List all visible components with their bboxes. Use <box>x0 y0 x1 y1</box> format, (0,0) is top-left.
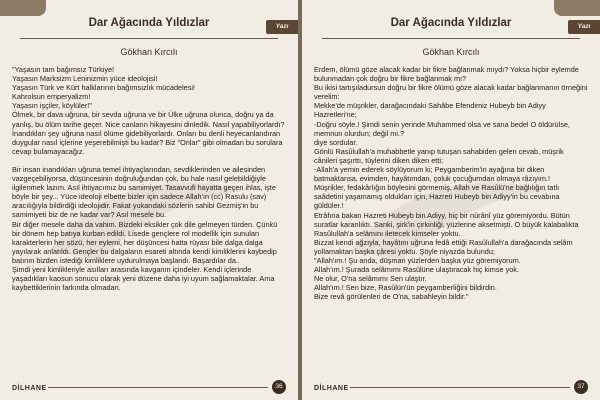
footer-divider <box>48 387 268 388</box>
author-name: Gökhan Kırcılı <box>120 47 178 57</box>
paragraph: Yaşasın Türk ve Kürt halklarının bağımsızlık mücadelesi! <box>12 83 196 93</box>
paragraph: Allah'ım.! Sen bize, Rasûlün'ün peygamberliğini bildirdin. <box>314 283 497 293</box>
paragraph: Şimdi yeni kimlikleriyle asılları arasında kavganın içindeler. Kendi içlerinde yaşadıkları kaosun sonucu olarak yeni düzene daha iyi uyum sağlamaktalar. Ama kaybettiklerinin farkında olmadan. <box>12 264 275 293</box>
paragraph: "Yaşasın tam bağımsız Türkiye! <box>12 65 115 74</box>
page-header <box>302 0 600 44</box>
left-page <box>0 0 298 400</box>
paragraph: Bir diğer mesele daha da vahim. Bizdeki eksikler çok dile gelmeyen türden. Çünkü bir dönem hep batıya kurban edildi. Lisede gençlere rol modellik için sunulan karakterlerin her sözü, her eylemi, her düşüncesi hatta rüyası bile dalga dalga yayılarak anlatıldı. Gençler bu dalgaların esareti altında kendi kimliklerini kaybedip batının bizden istediği kimliklere uydurulmaya başlandı. Başardılar da.. <box>12 219 278 265</box>
paragraph: Ölmek, bir dava uğruna, bir sevda uğruna ve bir Ülke uğruna olunca, doğru ya da yanlış, bu ölüm tarihe geçer. Nice canların hikayesini dinledik. Nasıl yapabiliyorlardı? İnandıkları şey uğruna nasıl ölüme gidebiliyorlardı. Onları bu denli heyecanlandıran duygular nasıl içlerine yeşerebilmişti bu kadar? Biz "Onlar" gibi olmadan bu sorulara cevap bulamayacağız. <box>12 110 285 156</box>
article-body <box>12 65 286 366</box>
magazine-brand: DİLHANE <box>314 385 349 392</box>
page-footer <box>0 374 298 400</box>
footer-divider <box>350 387 570 388</box>
paragraph: Bir insan inandıkları uğruna temel ihtiyaçlarından, sevdiklerinden ve ailesinden vazgeçebiliyorsa, düşüncesinin doğruluğundan çok, bu hale nasıl gelebildiğiyle ilgilenmek lazım. Asıl ihtiyacımız bu samimiyet. Tasavvufi hayatta geçen ihlas, işte böyle bir şey... Yüce ideoloji elbette bizler için sadece Allah'ın (cc) Rasulu (sav) aracılığıyla bildirdiği ideolojidir. Fakat yukarıdaki sözlerin sahibi Gezmiş'in bu samimiyeti biz de ne kadar var? Asıl mesele bu. <box>12 164 276 220</box>
article-body <box>314 65 588 366</box>
paragraph: diye sordular. <box>314 137 358 147</box>
page-title: Dar Ağacında Yıldızlar <box>88 17 210 29</box>
paragraph: Müşrikler, fedakârlığın böylesini görmemiş, Allah ve Rasûlü'ne bağlılığın tatlı saâdetini yaşamamış oldukları için, Hazreti Hubeyb bin Adiyy'in bu cevabına güldüler.! <box>314 183 560 211</box>
paragraph: "Allah'ım.! Şu anda, düşman yüzlerden başka yüz göremiyorum. <box>314 255 521 265</box>
paragraph: Bizzat kendi ağzıyla, hayâtını uğruna fedâ ettiği Rasûlullah'a darağacında selâm yollamaktan başka çâresi yoktu. Şöyle niyazda bulundu; <box>314 237 573 256</box>
page-footer <box>302 374 600 400</box>
paragraph: Erdem, ölümü göze alacak kadar bir fikre bağlanmak mıydı? Yoksa hiçbir eylemde bulunmadan çok doğru bir fikre bağlanmak mı? <box>314 65 579 84</box>
header-divider <box>322 38 580 39</box>
page-title: Dar Ağacında Yıldızlar <box>390 17 512 29</box>
header-divider <box>20 38 278 39</box>
paragraph: -Doğru söyle.! Şimdi senin yerinde Muhammed olsa ve sana bedel O öldürülse, memnun olurdun; değil mi.? <box>314 119 570 138</box>
paragraph-gap <box>12 156 286 165</box>
paragraph: Bu ikisi tartışıladursun doğru bir fikre ölümü göze alacak kadar bağlanmanın örneğini verelim: <box>314 83 588 102</box>
section-tab: Yazı <box>568 20 600 34</box>
paragraph: Etrâfına bakan Hazreti Hubeyb bin Adiyy, hiç bir nûrânî yüz göremiyordu. Bütün suratlar karanlıktı. Sanki, şirk'in çirkinliği, yüzlerine aksetmişti. O büyük kalabalıkta Rasûlullah'a selâmını iletecek kimseler yoktu. <box>314 210 579 238</box>
paragraph: Bize revâ görülenleri de O'na, sabahleyin bildir." <box>314 292 469 302</box>
page-header <box>0 0 298 44</box>
page-number: 37 <box>574 380 588 394</box>
section-tab: Yazı <box>266 20 298 34</box>
paragraph: -Allah'a yemin ederek söylüyorum ki; Peygamberim'in ayağına bir diken batmaktansa, evimden, hayâtımdan, çoluk çocuğumdan olmaya râzıyım.! <box>314 165 551 184</box>
page-number: 36 <box>272 380 286 394</box>
paragraph: Kahrolsun emperyalizm! <box>12 92 91 102</box>
paragraph: Allah'ım.! Şurada selâmımı Rasûlüne ulaştıracak hiç kimse yok. <box>314 265 519 275</box>
author-name: Gökhan Kırcılı <box>422 47 480 57</box>
paragraph: Yaşasın Marksizm Leninizmin yüce ideolojisi! <box>12 74 158 84</box>
magazine-brand: DİLHANE <box>12 385 47 392</box>
paragraph: Gönlü Rasûlullah'a muhabbetle yanıp tutuşan sahabiden gelen cevab, müşrik cânileri şaşırttı, tüylerini diken diken etti; <box>314 146 564 165</box>
paragraph: Yaşasın işçiler, köylüler!" <box>12 101 92 111</box>
paragraph: Mekke'de müşrikler, darağacındaki Sahâbe Efendimiz Hubeyb bin Adiyy Hazretleri'ne; <box>314 101 546 120</box>
paragraph: Ne olur, O'na selâmımı Sen ulaştır. <box>314 274 427 284</box>
right-page <box>302 0 600 400</box>
